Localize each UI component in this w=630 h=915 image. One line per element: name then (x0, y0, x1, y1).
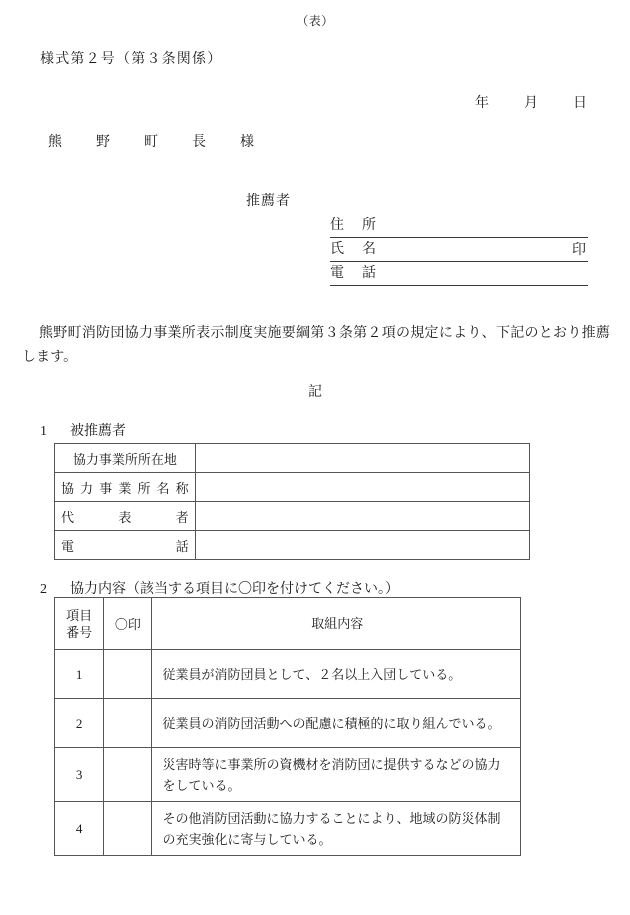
recommendee-phone-value[interactable] (195, 531, 529, 560)
item-content-4: その他消防団活動に協力することにより、地域の防災体制の充実強化に寄与している。 (152, 802, 521, 856)
item-number-2: 2 (55, 699, 104, 748)
table-row (55, 748, 521, 802)
table-row (55, 531, 530, 560)
recommendee-table (54, 443, 530, 560)
item-content-3: 災害時等に事業所の資機材を消防団に提供するなどの協力をしている。 (152, 748, 521, 802)
recommendee-phone-label: 電話 (55, 531, 196, 560)
table-row (55, 502, 530, 531)
table-row (55, 473, 530, 502)
column-header-item-number: 項目 番号 (55, 598, 104, 650)
item-number-1: 1 (55, 650, 104, 699)
recommendee-office-name-value[interactable] (195, 473, 529, 502)
ki-heading: 記 (308, 385, 322, 400)
recommender-phone-row[interactable] (330, 262, 588, 286)
circle-mark-cell-1[interactable] (104, 650, 152, 699)
recommender-name-label: 氏名 (330, 242, 376, 257)
item-number-4: 4 (55, 802, 104, 856)
recommendee-location-label: 協力事業所所在地 (55, 444, 196, 473)
recommender-name-row[interactable] (330, 238, 588, 262)
recommender-phone-label: 電話 (330, 266, 376, 281)
section-1-number: 1 (40, 424, 47, 439)
form-number: 様式第２号（第３条関係） (40, 52, 223, 67)
table-row (55, 802, 521, 856)
section-2-title: 協力内容（該当する項目に〇印を付けてください。） (70, 582, 399, 597)
date-month-label: 月 (524, 96, 539, 111)
recommender-title: 推薦者 (246, 194, 291, 209)
table-row (55, 444, 530, 473)
table-row (55, 650, 521, 699)
cooperation-table (54, 597, 521, 856)
recommender-fields (330, 214, 588, 286)
column-header-content: 取組内容 (152, 598, 521, 650)
item-number-3: 3 (55, 748, 104, 802)
date-year-label: 年 (475, 96, 490, 111)
omote-mark: （表） (296, 14, 334, 28)
section-1-title: 被推薦者 (70, 424, 126, 439)
circle-mark-cell-2[interactable] (104, 699, 152, 748)
recommender-address-label: 住所 (330, 218, 376, 233)
date-line (475, 92, 588, 112)
table-row (55, 699, 521, 748)
addressee: 熊 野 町 長 様 (48, 135, 264, 150)
recommendee-representative-value[interactable] (195, 502, 529, 531)
recommendee-office-name-label: 協力事業所名称 (55, 473, 196, 502)
section-1-heading (40, 420, 126, 440)
column-header-circle-mark: 〇印 (104, 598, 152, 650)
table-header-row (55, 598, 521, 650)
recommendee-location-value[interactable] (195, 444, 529, 473)
section-2-number: 2 (40, 582, 47, 597)
date-day-label: 日 (573, 96, 588, 111)
recommender-address-row[interactable] (330, 214, 588, 238)
item-content-2: 従業員の消防団活動への配慮に積極的に取り組んでいる。 (152, 699, 521, 748)
item-content-1: 従業員が消防団員として、２名以上入団している。 (152, 650, 521, 699)
seal-mark: 印 (572, 243, 586, 258)
circle-mark-cell-4[interactable] (104, 802, 152, 856)
section-2-heading (40, 578, 399, 598)
circle-mark-cell-3[interactable] (104, 748, 152, 802)
body-paragraph: 熊野町消防団協力事業所表示制度実施要綱第３条第２項の規定により、下記のとおり推薦します。 (22, 326, 610, 365)
recommendee-representative-label: 代表者 (55, 502, 196, 531)
